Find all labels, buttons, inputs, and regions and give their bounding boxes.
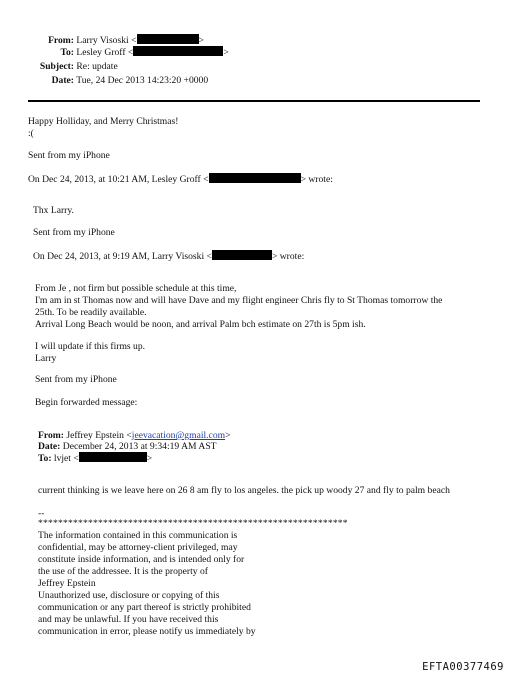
header-date-value: Tue, 24 Dec 2013 14:23:20 +0000 xyxy=(76,75,209,86)
bracket: > xyxy=(198,35,204,46)
reply2-attribution xyxy=(33,250,304,263)
fwd-to xyxy=(38,452,152,465)
reply3-p1-line4: Arrival Long Beach would be noon, and arrival Palm bch estimate on 27th is 5pm ish. xyxy=(35,319,366,330)
bates-number: EFTA00377469 xyxy=(422,661,504,673)
reply3-sent: Sent from my iPhone xyxy=(35,374,117,385)
disclaimer-line-4: the use of the addressee. It is the property of xyxy=(38,566,208,577)
fwd-to-label: To: xyxy=(38,453,52,464)
header-to-value: Lesley Groff < xyxy=(76,47,134,58)
reply2-line1: Thx Larry. xyxy=(33,205,74,216)
reply3-forwarded: Begin forwarded message: xyxy=(35,397,138,408)
bracket: > xyxy=(225,430,231,441)
disclaimer-line-1: The information contained in this communication is xyxy=(38,530,238,541)
fwd-from-value: Jeffrey Epstein < xyxy=(66,430,132,441)
reply2-sent: Sent from my iPhone xyxy=(33,227,115,238)
redaction-box xyxy=(212,250,272,260)
fwd-date-label: Date: xyxy=(38,441,61,452)
sig-dashes: -- xyxy=(38,508,45,519)
header-subject-label: Subject: xyxy=(39,61,74,72)
reply1-attribution xyxy=(28,173,333,186)
redaction-box xyxy=(137,34,199,44)
reply2-attribution-start: On Dec 24, 2013, at 9:19 AM, Larry Visoski < xyxy=(33,251,212,262)
reply3-p1-line3: 25th. To be readily available. xyxy=(35,307,147,318)
header-date xyxy=(36,75,208,87)
header-date-label: Date: xyxy=(51,75,74,86)
disclaimer-line-3: constitute inside information, and is intended only for xyxy=(38,554,245,565)
header-divider xyxy=(28,100,480,102)
reply3-p1-line1: From Je , not firm but possible schedule at this time, xyxy=(35,283,237,294)
disclaimer-line-7: communication or any part thereof is strictly prohibited xyxy=(38,602,251,613)
header-subject-value: Re: update xyxy=(76,61,118,72)
redaction-box xyxy=(79,452,147,462)
header-from-label: From: xyxy=(48,35,74,46)
reply1-sent: Sent from my iPhone xyxy=(28,150,110,161)
disclaimer-line-5: Jeffrey Epstein xyxy=(38,578,96,589)
header-subject xyxy=(36,61,118,73)
header-to-label: To: xyxy=(60,47,74,58)
bracket: > xyxy=(223,47,229,58)
disclaimer-line-8: and may be unlawful. If you have received this xyxy=(38,614,219,625)
fwd-to-value: lvjet < xyxy=(53,453,79,464)
reply1-line1: Happy Holliday, and Merry Christmas! xyxy=(28,116,179,127)
fwd-body: current thinking is we leave here on 26 8 am fly to los angeles. the pick up woody 27 and fly to palm beach xyxy=(38,485,450,496)
header-to xyxy=(36,46,229,59)
disclaimer-line-2: confidential, may be attorney-client privileged, may xyxy=(38,542,238,553)
header-from-value: Larry Visoski < xyxy=(76,35,137,46)
fwd-date-value: December 24, 2013 at 9:34:19 AM AST xyxy=(62,441,217,452)
redaction-box xyxy=(133,46,223,56)
reply1-line2: :( xyxy=(28,128,34,139)
reply3-p2-line1: I will update if this firms up. xyxy=(35,341,146,352)
fwd-from-label: From: xyxy=(38,430,64,441)
reply3-p1-line2: I'm am in st Thomas now and will have Dave and my flight engineer Chris fly to St Thomas tomorrow the xyxy=(35,295,443,306)
redaction-box xyxy=(209,173,301,183)
reply1-attribution-start: On Dec 24, 2013, at 10:21 AM, Lesley Groff < xyxy=(28,174,209,185)
bracket: > xyxy=(146,453,153,464)
fwd-from-email-link[interactable]: jeevacation@gmail.com xyxy=(131,430,226,441)
reply2-attribution-end: > wrote: xyxy=(271,251,305,262)
disclaimer-line-9: communication in error, please notify us immediately by xyxy=(38,626,256,637)
disclaimer-line-6: Unauthorized use, disclosure or copying of this xyxy=(38,590,220,601)
reply1-attribution-end: > wrote: xyxy=(300,174,333,185)
reply3-p2-line2: Larry xyxy=(35,353,57,364)
sig-stars: ************************************************************** xyxy=(38,518,348,529)
